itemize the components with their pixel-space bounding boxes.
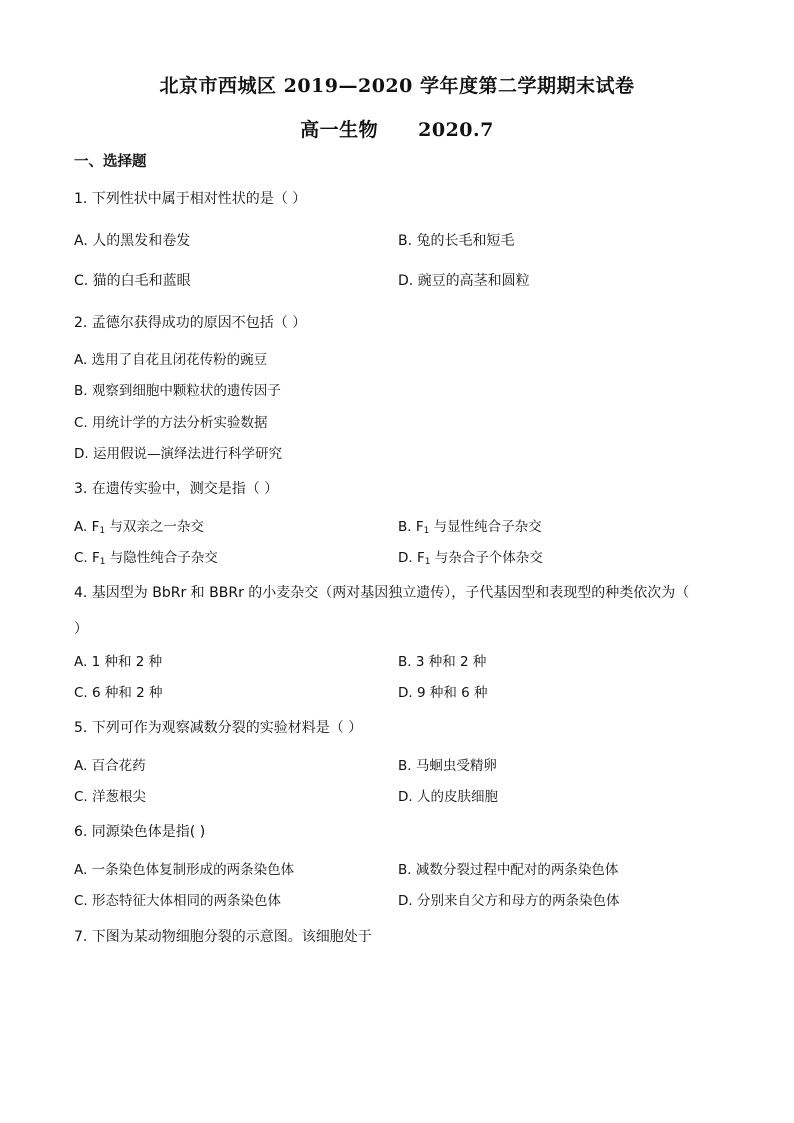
question-6-option-c: C. 形态特征大体相同的两条染色体 bbox=[74, 893, 282, 909]
question-4-option-c: C. 6 种和 2 种 bbox=[74, 685, 163, 701]
question-2-option-b: B. 观察到细胞中颗粒状的遗传因子 bbox=[74, 383, 281, 399]
question-4-stem-continued: ） bbox=[74, 621, 88, 637]
question-3-stem: 3. 在遗传实验中，测交是指（ ） bbox=[74, 481, 279, 497]
question-6-option-a: A. 一条染色体复制形成的两条染色体 bbox=[74, 862, 295, 878]
subject-label: 高一生物 bbox=[300, 119, 379, 141]
question-4-option-a: A. 1 种和 2 种 bbox=[74, 654, 163, 670]
question-1-option-b: B. 兔的长毛和短毛 bbox=[398, 233, 515, 249]
question-2-stem: 2. 孟德尔获得成功的原因不包括（ ） bbox=[74, 315, 307, 331]
question-6-option-d: D. 分别来自父方和母方的两条染色体 bbox=[398, 893, 620, 909]
question-5-option-b: B. 马蛔虫受精卵 bbox=[398, 758, 497, 774]
question-3-option-a: A. $F_1$ 与双亲之一杂交 bbox=[74, 519, 204, 536]
question-2-option-d: D. 运用假说—演绎法进行科学研究 bbox=[74, 446, 282, 462]
question-6-stem: 6. 同源染色体是指( ) bbox=[74, 824, 206, 840]
question-2-option-a: A. 选用了自花且闭花传粉的豌豆 bbox=[74, 352, 268, 368]
exam-subtitle bbox=[0, 115, 794, 142]
question-1-option-c: C. 猫的白毛和蓝眼 bbox=[74, 273, 191, 289]
question-7-stem: 7. 下图为某动物细胞分裂的示意图。该细胞处于 bbox=[74, 929, 372, 945]
question-3-option-d: D. $F_1$ 与杂合子个体杂交 bbox=[398, 550, 543, 567]
question-5-stem: 5. 下列可作为观察减数分裂的实验材料是（ ） bbox=[74, 720, 363, 736]
question-1-option-a: A. 人的黑发和卷发 bbox=[74, 233, 191, 249]
question-5-option-c: C. 洋葱根尖 bbox=[74, 789, 147, 805]
question-5-option-a: A. 百合花药 bbox=[74, 758, 146, 774]
question-4-stem: 4. 基因型为 BbRr 和 BBRr 的小麦杂交（两对基因独立遗传），子代基因型和表现型的种类依次为（ bbox=[74, 585, 690, 601]
question-3-option-c: C. $F_1$ 与隐性纯合子杂交 bbox=[74, 550, 218, 567]
question-1-option-d: D. 豌豆的高茎和圆粒 bbox=[398, 273, 530, 289]
question-3-option-b: B. $F_1$ 与显性纯合子杂交 bbox=[398, 519, 542, 536]
question-4-option-b: B. 3 种和 2 种 bbox=[398, 654, 487, 670]
exam-date: 2020.7 bbox=[418, 119, 494, 141]
question-4-option-d: D. 9 种和 6 种 bbox=[398, 685, 488, 701]
question-2-option-c: C. 用统计学的方法分析实验数据 bbox=[74, 415, 268, 431]
section-heading: 一、选择题 bbox=[74, 153, 147, 170]
question-6-option-b: B. 减数分裂过程中配对的两条染色体 bbox=[398, 862, 619, 878]
question-5-option-d: D. 人的皮肤细胞 bbox=[398, 789, 498, 805]
exam-title: 北京市西城区 2019—2020 学年度第二学期期末试卷 bbox=[159, 75, 635, 97]
question-1-stem: 1. 下列性状中属于相对性状的是（ ） bbox=[74, 191, 307, 207]
